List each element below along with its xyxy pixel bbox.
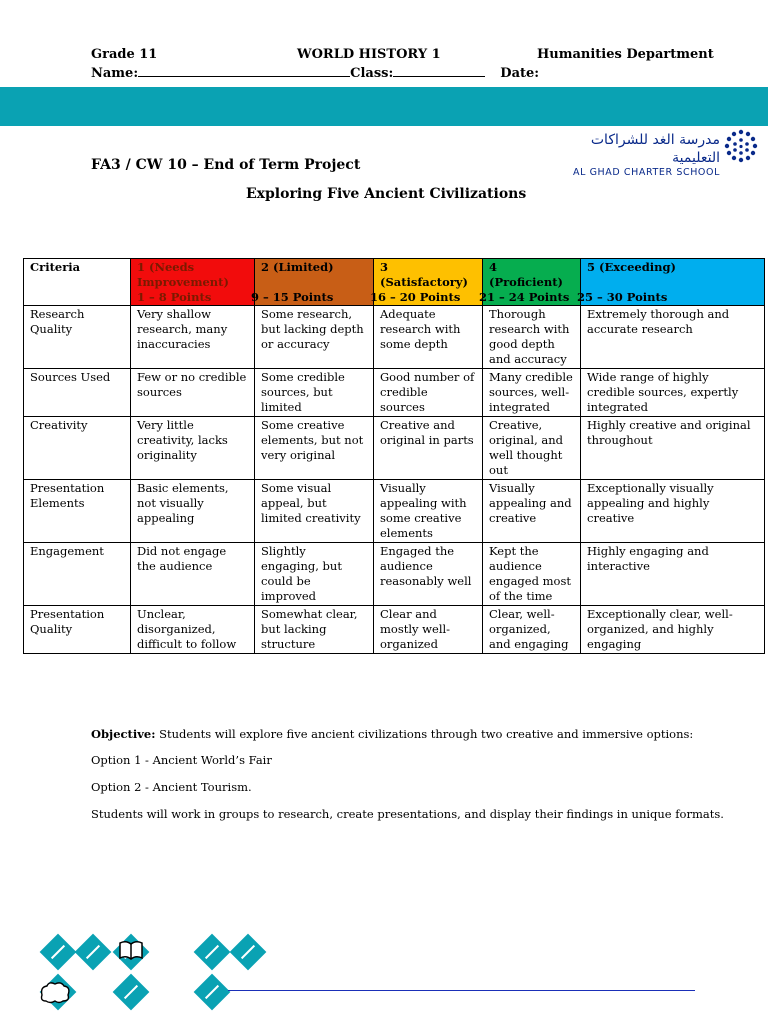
criterion-cell: Engagement (24, 543, 131, 606)
level-name: 5 (Exceeding) (587, 260, 676, 274)
table-row (24, 480, 765, 543)
level-5-header (577, 259, 765, 306)
criterion-cell: Presentation Elements (24, 480, 131, 543)
table-row (24, 606, 765, 654)
decor-diamond-icon (40, 934, 77, 971)
rubric-cell: Good number of credible sources (374, 369, 483, 417)
class-label: Class: (350, 66, 394, 81)
rubric-cell: Highly engaging and interactive (581, 543, 765, 606)
rubric-cell: Adequate research with some depth (374, 306, 483, 369)
rubric-cell: Exceptionally visually appealing and highly creative (581, 480, 765, 543)
rubric-cell: Kept the audience engaged most of the time (483, 543, 581, 606)
rubric-cell: Extremely thorough and accurate research (581, 306, 765, 369)
option-1: Option 1 - Ancient World’s Fair (91, 753, 272, 767)
rubric-cell: Creative and original in parts (374, 417, 483, 480)
school-name-arabic: مدرسة الغد للشراكات التعليمية (590, 132, 720, 166)
rubric-cell: Many credible sources, well-integrated (483, 369, 581, 417)
option-2: Option 2 - Ancient Tourism. (91, 780, 252, 794)
school-emblem-icon (722, 128, 760, 172)
rubric-cell: Some creative elements, but not very original (255, 417, 374, 480)
grade-label: Grade 11 (91, 47, 158, 62)
department-label: Humanities Department (537, 47, 714, 62)
level-points: 1 – 8 Points (137, 290, 212, 304)
project-code: FA3 / CW 10 – End of Term Project (91, 157, 361, 173)
open-book-icon (117, 936, 145, 964)
rubric-cell: Highly creative and original throughout (581, 417, 765, 480)
rubric-cell: Clear, well-organized, and engaging (483, 606, 581, 654)
table-row (24, 417, 765, 480)
decor-diamond-icon (113, 974, 150, 1011)
rubric-cell: Creative, original, and well thought out (483, 417, 581, 480)
rubric-cell: Unclear, disorganized, difficult to follow (131, 606, 255, 654)
rubric-cell: Some research, but lacking depth or accuracy (255, 306, 374, 369)
decor-diamond-icon (194, 974, 231, 1011)
criteria-header: Criteria (24, 259, 131, 306)
closing-paragraph: Students will work in groups to research, create presentations, and display their findings in unique formats. (91, 807, 724, 821)
rubric-cell: Slightly engaging, but could be improved (255, 543, 374, 606)
level-3-header (370, 259, 483, 306)
decor-diamond-icon (75, 934, 112, 971)
level-4-header (479, 259, 581, 306)
objective-paragraph (91, 727, 711, 741)
decor-diamond-icon (194, 934, 231, 971)
level-name: 2 (Limited) (261, 260, 334, 274)
rubric-cell: Exceptionally clear, well-organized, and highly engaging (581, 606, 765, 654)
level-2-header (251, 259, 374, 306)
objective-label: Objective: (91, 727, 156, 741)
criterion-cell: Sources Used (24, 369, 131, 417)
project-title: Exploring Five Ancient Civilizations (246, 186, 527, 202)
rubric-cell: Some credible sources, but limited (255, 369, 374, 417)
brain-doodle-icon (37, 979, 73, 1005)
school-name-english: AL GHAD CHARTER SCHOOL (572, 167, 720, 178)
rubric-cell: Engaged the audience reasonably well (374, 543, 483, 606)
school-logo (560, 131, 720, 178)
rubric-cell: Very shallow research, many inaccuracies (131, 306, 255, 369)
name-label: Name: (91, 66, 139, 81)
level-1-header (131, 259, 255, 306)
course-title: WORLD HISTORY 1 (297, 47, 441, 62)
level-name: 3 (Satisfactory) (380, 260, 468, 289)
rubric-cell: Clear and mostly well-organized (374, 606, 483, 654)
rubric-cell: Few or no credible sources (131, 369, 255, 417)
rubric-cell: Thorough research with good depth and accuracy (483, 306, 581, 369)
criterion-cell: Presentation Quality (24, 606, 131, 654)
rubric-cell: Did not engage the audience (131, 543, 255, 606)
class-field[interactable] (393, 64, 485, 77)
rubric-cell: Basic elements, not visually appealing (131, 480, 255, 543)
date-label: Date: (500, 66, 540, 81)
student-info-line (91, 64, 539, 81)
level-name: 4 (Proficient) (489, 260, 563, 289)
level-points: 9 – 15 Points (251, 290, 334, 304)
rubric-table (23, 258, 765, 654)
rubric-cell: Visually appealing with some creative elements (374, 480, 483, 543)
table-row (24, 543, 765, 606)
rubric-cell: Somewhat clear, but lacking structure (255, 606, 374, 654)
table-row (24, 306, 765, 369)
criterion-cell: Creativity (24, 417, 131, 480)
header-band (0, 87, 768, 126)
criterion-cell: Research Quality (24, 306, 131, 369)
level-points: 25 – 30 Points (577, 290, 668, 304)
rubric-cell: Wide range of highly credible sources, expertly integrated (581, 369, 765, 417)
level-points: 21 – 24 Points (479, 290, 570, 304)
name-field[interactable] (138, 64, 350, 77)
level-name: 1 (Needs Improvement) (137, 260, 229, 289)
rubric-cell: Some visual appeal, but limited creativity (255, 480, 374, 543)
rubric-cell: Visually appealing and creative (483, 480, 581, 543)
decor-diamond-icon (230, 934, 267, 971)
footer-line (228, 990, 695, 991)
objective-text: Students will explore five ancient civilizations through two creative and immersive options: (155, 727, 694, 741)
table-row (24, 369, 765, 417)
level-points: 16 – 20 Points (370, 290, 461, 304)
rubric-header-row (24, 259, 765, 306)
rubric-cell: Very little creativity, lacks originality (131, 417, 255, 480)
